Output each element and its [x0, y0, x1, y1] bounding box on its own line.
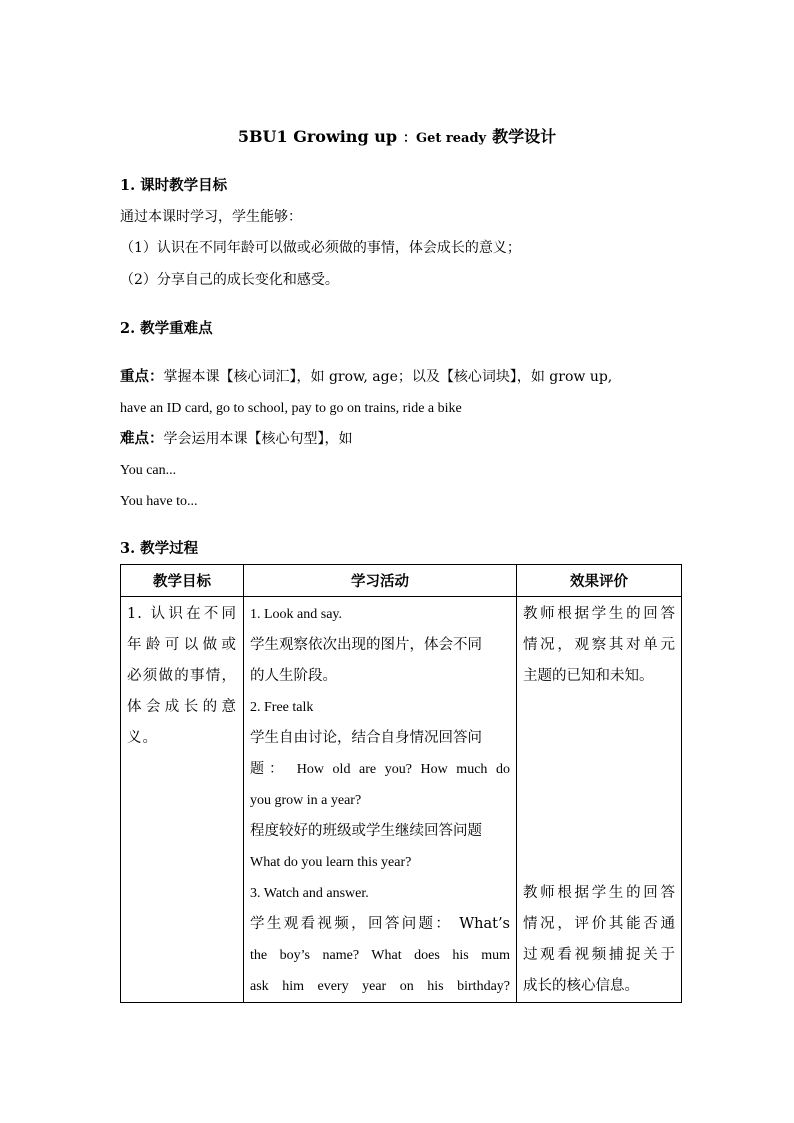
activity-line: 学生自由讨论，结合自身情况回答问	[250, 730, 482, 746]
teaching-process-table	[120, 564, 682, 1003]
section-3-heading: 3. 教学过程	[120, 540, 199, 557]
activity-line: 的人生阶段。	[250, 668, 337, 684]
evaluation-line: 情况，评价其能否通	[523, 916, 675, 932]
activity-line: 2. Free talk	[250, 700, 314, 715]
key-point-phrases: have an ID card, go to school, pay to go on trains, ride a bike	[120, 401, 462, 416]
document-title	[0, 124, 794, 147]
header-activity: 学习活动	[244, 565, 517, 597]
table-row	[121, 597, 682, 1003]
evaluation-line: 教师根据学生的回答	[523, 606, 675, 622]
title-suffix: 教学设计	[492, 127, 557, 146]
activity-cell	[244, 597, 517, 1003]
evaluation-line: 成长的核心信息。	[523, 978, 639, 994]
activity-line: 程度较好的班级或学生继续回答问题	[250, 823, 482, 839]
evaluation-line: 过观看视频捕捉关于	[523, 947, 675, 963]
evaluation-spacer	[523, 692, 675, 878]
objective-item-1: （1）认识在不同年龄可以做或必须做的事情，体会成长的意义；	[120, 240, 521, 256]
activity-line: What do you learn this year?	[250, 855, 412, 870]
activity-line: you grow in a year?	[250, 793, 362, 808]
goal-line: 年龄可以做或	[127, 637, 237, 653]
evaluation-cell	[517, 597, 682, 1003]
title-subtitle: ：Get ready	[403, 131, 487, 146]
section-1-heading: 1. 课时教学目标	[120, 177, 228, 194]
activity-line: 学生观察依次出现的图片，体会不同	[250, 637, 482, 653]
difficult-point-label: 难点：	[120, 430, 164, 447]
key-point-label: 重点：	[120, 368, 164, 385]
section-1-intro: 通过本课时学习，学生能够：	[120, 209, 302, 225]
goal-cell	[121, 597, 244, 1003]
objective-item-2: （2）分享自己的成长变化和感受。	[120, 272, 339, 288]
header-evaluation: 效果评价	[517, 565, 682, 597]
activity-line: 题： How old are you? How much do	[250, 762, 510, 777]
sentence-pattern-2: You have to...	[120, 494, 198, 509]
activity-line: 3. Watch and answer.	[250, 886, 369, 901]
activity-line: ask him every year on his birthday?	[250, 979, 510, 994]
table-header-row	[121, 565, 682, 597]
difficult-point-text: 学会运用本课【核心句型】，如	[163, 431, 353, 447]
activity-line: 1. Look and say.	[250, 607, 343, 622]
header-goal: 教学目标	[121, 565, 244, 597]
sentence-pattern-1: You can...	[120, 463, 177, 478]
goal-line: 必须做的事情，	[127, 668, 237, 684]
title-course: 5BU1 Growing up	[237, 127, 398, 146]
goal-line: 义。	[127, 730, 158, 746]
evaluation-line: 情况，观察其对单元	[523, 637, 675, 653]
goal-line: 体会成长的意	[127, 699, 237, 715]
evaluation-line: 教师根据学生的回答	[523, 885, 675, 901]
activity-line: the boy’s name? What does his mum	[250, 948, 510, 963]
evaluation-line: 主题的已知和未知。	[523, 668, 654, 684]
goal-line: 1. 认识在不同	[127, 606, 237, 622]
key-point-text: 掌握本课【核心词汇】，如 grow, age；以及【核心词块】，如 grow up,	[163, 369, 613, 385]
difficult-point	[120, 429, 353, 449]
key-point	[120, 367, 612, 387]
activity-line: 学生观看视频，回答问题： What’s	[250, 916, 510, 932]
section-2-heading: 2. 教学重难点	[120, 320, 213, 337]
